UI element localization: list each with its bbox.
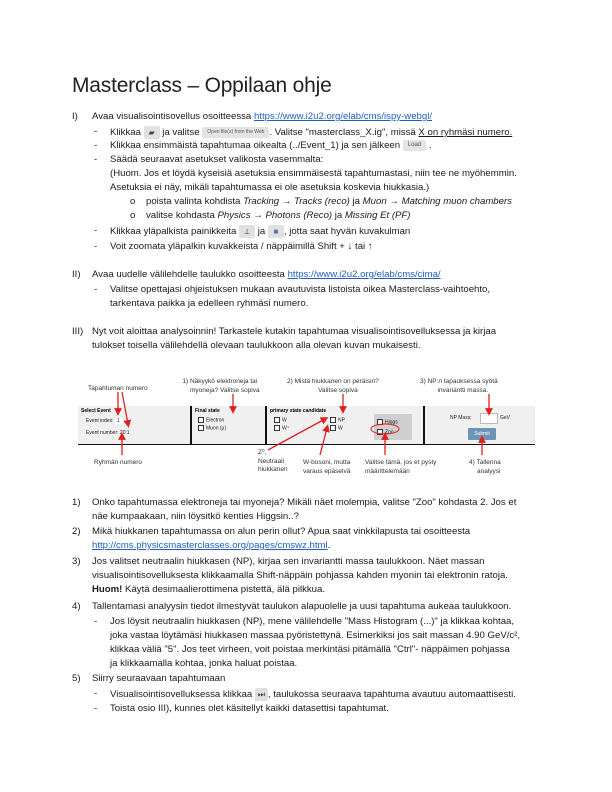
- section-2-heading: Avaa uudelle välilehdelle taulukko osoitteesta https://www.i2u2.org/elab/cms/cima/: [92, 269, 441, 280]
- question-3-number: 3): [72, 556, 81, 567]
- dash: -: [94, 154, 98, 165]
- np-mass-input-illustration: [480, 413, 498, 424]
- question-5-number: 5): [72, 673, 81, 684]
- annotation-save: 4) Tallenna analyysi: [469, 459, 501, 475]
- dash: -: [94, 241, 98, 252]
- wplus-checkbox: W⁺: [274, 425, 289, 431]
- folder-icon: ▰: [144, 126, 160, 139]
- primary-state-label: primary state candidate: [270, 408, 327, 414]
- setting-uncheck: poista valinta kohdista Tracking → Tracks (reco) ja Muon → Matching muon chambers: [146, 196, 512, 207]
- annotation-event-number: Tapahtuman numero: [88, 385, 148, 392]
- step-open-file: Klikkaa ▰ ja valitse Open file(s) from the Web . Valitse "masterclass_X.ig", missä X on ryhmäsi numero.: [110, 127, 513, 139]
- higgs-checkbox: Higgs: [377, 419, 398, 425]
- question-1-number: 1): [72, 497, 81, 508]
- question-1-line-2: näe kumpaakaan, niin löysitkö kenties Higgsin..?: [92, 511, 299, 522]
- annotation-q3: 3) NP:n tapauksessa syötä invariantti massa.: [420, 378, 498, 394]
- higgs-zoo-box: [374, 414, 412, 440]
- question-3-line-3: Huom! Käytä desimaalierottimena pistettä, älä pilkkua.: [92, 584, 326, 595]
- panel-divider: [423, 406, 425, 444]
- final-state-label: Final state: [195, 408, 220, 414]
- axes-icon: ⟂: [239, 225, 255, 238]
- question-4-sub-3: klikkaa väliä "5". Jos teet virheen, voit poistaa merkintäsi pitämällä "Ctrl"- näppäimen pohjassa: [110, 644, 510, 655]
- select-event-label: Select Event: [81, 408, 111, 414]
- wminus-checkbox: W: [330, 425, 343, 431]
- section-1-heading: [92, 111, 432, 123]
- question-5-line-1: Siirry seuraavaan tapahtumaan: [92, 673, 226, 684]
- zoo-checkbox: Zoo: [377, 429, 394, 435]
- question-3-line-1: Jos valitset neutraalin hiukkasen (NP), kirjaa sen invariantti massa taulukkoon. Näet massan: [92, 556, 485, 567]
- bullet: o: [130, 196, 136, 207]
- panel-divider: [265, 406, 267, 444]
- open-from-web-button-image: Open file(s) from the Web: [202, 127, 269, 138]
- question-2-link-line: http://cms.physicsmasterclasses.org/pages/cmswz.html.: [92, 540, 331, 551]
- cube-icon: ■: [268, 225, 284, 238]
- dash: -: [94, 284, 98, 295]
- section-1-number: I): [72, 111, 78, 122]
- cmswz-link[interactable]: http://cms.physicsmasterclasses.org/pages/cmswz.html: [92, 540, 328, 551]
- dash: -: [94, 126, 98, 137]
- annotation-z0: Z⁰, Neutraali hiukkanen: [258, 449, 288, 473]
- step-zoom: Voit zoomata yläpalkin kuvakkeista / näppäimillä Shift + ↓ tai ↑: [110, 241, 373, 252]
- muon-checkbox: Muon (μ): [198, 425, 226, 431]
- question-2-line-1: Mikä hiukkanen tapahtumassa on alun perin ollut? Apua saat vinkkilapusta tai osoitteesta: [92, 526, 471, 537]
- question-4-sub-1: Jos löysit neutraalin hiukkasen (NP), mene välilehdelle "Mass Histogram (...)" ja klikkaa kohtaa,: [110, 616, 515, 627]
- section-1-text: Avaa visualisointisovellus osoitteessa: [92, 111, 254, 122]
- page-title: Masterclass – Oppilaan ohje: [72, 74, 332, 97]
- question-1-line-1: Onko tapahtumassa elektroneja tai myoneja? Mikäli näet molempia, valitse "Zoo" kohdasta 2. Jos et: [92, 497, 517, 508]
- question-3-line-2: visualisointisovelluksesta klikkaamalla Shift-näppäin pohjassa kahden myonin tai elektronin ratoja.: [92, 570, 508, 581]
- question-5-sub-1: Visualisointisovelluksessa klikkaa ⏭ , taulukossa seuraava tapahtuma avautuu automaattisesti.: [110, 689, 516, 701]
- dash: -: [94, 616, 98, 627]
- ispy-link[interactable]: https://www.i2u2.org/elab/cms/ispy-webgl/: [253, 111, 433, 122]
- next-event-icon: ⏭: [255, 688, 268, 701]
- annotation-q1: 1) Näkyykö elektroneja tai myoneja? Valitse sopiva: [182, 378, 260, 394]
- step-settings: Säädä seuraavat asetukset valikosta vasemmalta:: [110, 154, 324, 165]
- submit-button-illustration: Submit: [468, 428, 496, 440]
- step-view-angle: Klikkaa yläpalkista painikkeita ⟂ ja ■ , jotta saat hyvän kuvakulman: [110, 226, 411, 238]
- question-4-line-1: Tallentamasi analyysin tiedot ilmestyvät taulukon alapuolelle ja uusi tapahtuma aukeaa taulukkoon.: [92, 601, 512, 612]
- load-button-image: Load: [403, 140, 426, 151]
- dash: -: [94, 140, 98, 151]
- annotation-q2: 2) Mistä hiukkanen on peräisin? Valitse sopiva: [287, 378, 379, 394]
- cima-link[interactable]: https://www.i2u2.org/elab/cms/cima/: [287, 269, 441, 280]
- dash: -: [94, 703, 98, 714]
- annotation-group-number: Ryhmän numero: [94, 459, 143, 466]
- electron-checkbox: Electron: [198, 417, 224, 423]
- section-2-number: II): [72, 269, 81, 280]
- panel-divider: [190, 406, 192, 444]
- analysis-panel-illustration: [78, 406, 535, 445]
- event-index-label: Event index: 1: [86, 418, 120, 424]
- settings-note-2: Asetuksia ei näy, mikäli tapahtumassa ei ole asetuksia koskevia hiukkasia.): [110, 182, 430, 193]
- annotation-w-boson: W-bosoni, mutta varaus epäselvä: [303, 459, 351, 475]
- annotation-zoo: Valitse tämä, jos et pysty määrittelemään: [365, 459, 437, 475]
- event-number-label: Event number: 20:1: [86, 430, 130, 436]
- question-2-number: 2): [72, 526, 81, 537]
- step-load-event: Klikkaa ensimmäistä tapahtumaa oikealta (../Event_1) ja sen jälkeen Load .: [110, 140, 432, 152]
- section-3-line-2: tulokset toisella välilehdellä olevaan taulukkoon alla olevan kuvan mukaisesti.: [92, 340, 421, 351]
- section-2-item-1: Valitse opettajasi ohjeistuksen mukaan avautuvista listoista oikea Masterclass-vaihtoehto,: [110, 284, 491, 295]
- np-mass-label: NP Mass:: [450, 415, 472, 421]
- question-4-sub-4: ja klikkaamalla kohtaa, jonka haluat poistaa.: [110, 658, 298, 669]
- np-checkbox: NP: [330, 417, 345, 423]
- bullet: o: [130, 210, 136, 221]
- question-4-number: 4): [72, 601, 81, 612]
- settings-note-1: (Huom. Jos et löydä kyseisiä asetuksia ensimmäisestä tapahtumastasi, niin tee ne myöhemmin.: [110, 168, 517, 179]
- section-2-item-2: tarkentava paikka ja edelleen ryhmäsi numero.: [110, 298, 309, 309]
- section-3-number: III): [72, 326, 84, 337]
- w-checkbox: W: [274, 417, 287, 423]
- dash: -: [94, 225, 98, 236]
- question-4-sub-2: joka vastaa löytämäsi hiukkasen massaa pyöristettynä. Esimerkiksi jos sait massan 4.90 GeV/c²,: [110, 630, 521, 641]
- setting-check: valitse kohdasta Physics → Photons (Reco) ja Missing Et (PF): [146, 210, 411, 221]
- question-5-sub-2: Toista osio III), kunnes olet käsitellyt kaikki datasettisi tapahtumat.: [110, 703, 389, 714]
- dash: -: [94, 688, 98, 699]
- section-3-line-1: Nyt voit aloittaa analysoinnin! Tarkastele kutakin tapahtumaa visualisointisovelluksessa ja kirjaa: [92, 326, 497, 337]
- unit-label: GeV: [500, 415, 511, 421]
